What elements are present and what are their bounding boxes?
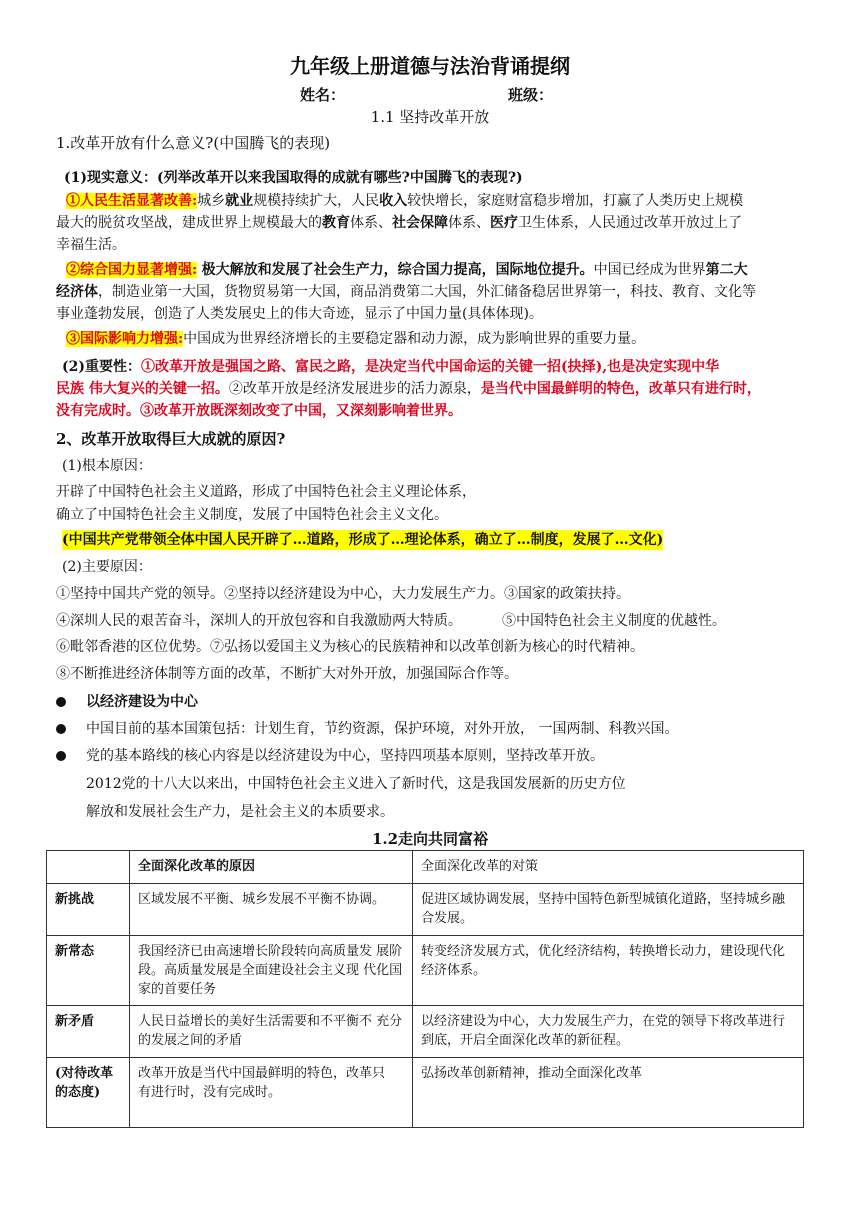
p2-text-c: 第二大: [705, 262, 748, 278]
bullet-item-2: [56, 719, 678, 739]
main-cause-line-3: ⑥毗邻香港的区位优势。⑦弘扬以爱国主义为核心的民族精神和以改革创新为核心的时代精神。: [56, 639, 644, 655]
p2-text-b: 中国已经成为世界: [593, 262, 706, 278]
bullet-text-2: 中国目前的基本国策包括：计划生育，节约资源，保护环境，对外开放， 一国两制、科教兴国。: [86, 721, 679, 737]
row-head-new-contradiction: 新矛盾: [47, 1006, 130, 1058]
importance-text-d: 是当代中国最鲜明的特色，改革只有进行时，: [480, 381, 761, 397]
cell-reason: [130, 1058, 413, 1128]
cell-measure: 促进区域协调发展，坚持中国特色新型城镇化道路，坚持城乡融合发展。: [413, 884, 804, 936]
p3-label: ③国际影响力增强:: [66, 331, 184, 347]
bullet-dot-icon: [56, 751, 66, 761]
root-cause-line-2: 确立了中国特色社会主义制度，发展了中国特色社会主义文化。: [56, 507, 448, 523]
section-title-1-1: 1.1 坚持改革开放: [370, 108, 490, 126]
q1-paragraph-2: [56, 259, 806, 325]
bullet-text-3: 党的基本路线的核心内容是以经济建设为中心，坚持四项基本原则，坚持改革开放。: [86, 748, 604, 764]
importance-heading: (2)重要性：: [62, 359, 141, 375]
p1-text-l: 卫生体系，人民通过改革开放过上了: [518, 215, 742, 231]
cell-measure: 弘扬改革创新精神，推动全面深化改革: [413, 1058, 804, 1128]
p1-text-h: 体系、: [350, 215, 392, 231]
table-header-cell-empty: [47, 851, 130, 884]
q1-paragraph-3: [56, 328, 806, 350]
cell-reason: 我国经济已由高速增长阶段转向高质量发 展阶段。高质量发展是全面建设社会主义现 代化国家的首要任务: [130, 936, 413, 1006]
bullet-item-3: [56, 746, 604, 766]
table-row: [47, 884, 804, 936]
q1-sub-heading-1: (1)现实意义：(列举改革开以来我国取得的成就有哪些?中国腾飞的表现?): [64, 170, 523, 186]
p1-text-m: 幸福生活。: [56, 237, 126, 253]
p2-text-e: ，制造业第一大国，货物贸易第一大国，商品消费第二大国，外汇储备稳居世界第一，科技、教育、文化等: [98, 284, 756, 300]
row-head-attitude: (对待改革的态度): [47, 1058, 130, 1128]
table-header-row: [47, 851, 804, 884]
question-1-heading: 1.改革开放有什么意义?(中国腾飞的表现): [56, 134, 331, 152]
cell-reason: 人民日益增长的美好生活需要和不平衡不 充分的发展之间的矛盾: [130, 1006, 413, 1058]
main-cause-line-2b: ⑤中国特色社会主义制度的优越性。: [502, 613, 726, 629]
bullet-dot-icon: [56, 724, 66, 734]
importance-text-c: ②改革开放是经济发展进步的活力源泉，: [228, 381, 481, 397]
p1-text-g: 教育: [322, 215, 350, 231]
main-cause-line-2a: ④深圳人民的艰苦奋斗，深圳人的开放包容和自我激励两大特质。: [56, 613, 462, 629]
cell-measure: 转变经济发展方式，优化经济结构，转换增长动力，建设现代化经济体系。: [413, 936, 804, 1006]
bullet-item-1: [56, 692, 198, 712]
p1-text-j: 体系、: [448, 215, 490, 231]
p1-text-k: 医疗: [490, 215, 518, 231]
q2-sub-heading-2: (2)主要原因：: [62, 559, 152, 575]
cell-reason: 区域发展不平衡、城乡发展不平衡不协调。: [130, 884, 413, 936]
p2-text-a: 极大解放和发展了社会生产力，综合国力提高，国际地位提升。: [201, 262, 594, 278]
p1-text-f: 最大的脱贫攻坚战，建成世界上规模最大的: [56, 215, 322, 231]
p1-text-e: 较快增长，家庭财富稳步增加，打赢了人类历史上规模: [407, 193, 744, 209]
class-label: 班级：: [508, 86, 554, 104]
cell-reason-line-1: 改革开放是当代中国最鲜明的特色，改革只: [138, 1066, 386, 1081]
main-cause-line-4: ⑧不断推进经济体制等方面的改革，不断扩大对外开放，加强国际合作等。: [56, 666, 518, 682]
note-line-4: 2012党的十八大以来出，中国特色社会主义进入了新时代，这是我国发展新的历史方位: [86, 776, 626, 792]
p1-text-a: 城乡: [197, 193, 226, 209]
main-cause-line-1: ①坚持中国共产党的领导。②坚持以经济建设为中心，大力发展生产力。③国家的政策扶持。: [56, 586, 630, 602]
row-head-new-challenge: 新挑战: [47, 884, 130, 936]
importance-text-e: 没有完成时。③改革开放既深刻改变了中国，又深刻影响着世界。: [56, 403, 462, 419]
p1-text-i: 社会保障: [392, 215, 448, 231]
name-label: 姓名：: [300, 86, 346, 104]
cell-reason-line-2: 有进行时，没有完成时。: [138, 1085, 282, 1100]
reform-table: [46, 850, 804, 1128]
p2-label: ②综合国力显著增强:: [66, 262, 198, 278]
question-2-heading: 2、改革开放取得巨大成就的原因?: [56, 430, 286, 448]
p1-text-c: 规模持续扩大，人民: [253, 193, 380, 209]
root-cause-line-1: 开辟了中国特色社会主义道路，形成了中国特色社会主义理论体系，: [56, 484, 476, 500]
section-title-1-2: 1.2走向共同富裕: [371, 830, 489, 848]
p2-text-d: 经济体: [56, 284, 98, 300]
row-head-new-normal: 新常态: [47, 936, 130, 1006]
root-cause-summary: (中国共产党带领全体中国人民开辟了…道路，形成了…理论体系，确立了…制度，发展了…文化): [62, 532, 664, 548]
p1-label: ①人民生活显著改善:: [66, 193, 198, 209]
cell-measure: 以经济建设为中心，大力发展生产力，在党的领导下将改革进行到底，开启全面深化改革的新征程。: [413, 1006, 804, 1058]
p3-text-a: 中国成为世界经济增长的主要稳定器和动力源，成为影响世界的重要力量。: [183, 331, 646, 347]
table-row: [47, 1058, 804, 1128]
p1-text-d: 收入: [379, 193, 408, 209]
table-header-reason: 全面深化改革的原因: [130, 851, 413, 884]
p2-text-f: 事业蓬勃发展，创造了人类发展史上的伟大奇迹，显示了中国力量(具体体现)。: [56, 306, 543, 322]
q1-paragraph-1: [56, 190, 806, 256]
page-title: 九年级上册道德与法治背诵提纲: [290, 54, 570, 78]
table-header-measure: 全面深化改革的对策: [413, 851, 804, 884]
bullet-text-1: 以经济建设为中心: [86, 694, 198, 710]
importance-text-a: ①改革开放是强国之路、富民之路，是决定当代中国命运的关键一招(抉择),也是决定实现中华: [141, 359, 720, 375]
importance-text-b: 民族 伟大复兴的关键一招。: [56, 381, 229, 397]
p1-text-b: 就业: [225, 193, 254, 209]
bullet-dot-icon: [56, 697, 66, 707]
q2-sub-heading-1: (1)根本原因：: [62, 458, 152, 474]
q1-importance: [56, 356, 806, 422]
table-row: [47, 936, 804, 1006]
note-line-5: 解放和发展社会生产力，是社会主义的本质要求。: [86, 804, 394, 820]
table-row: [47, 1006, 804, 1058]
